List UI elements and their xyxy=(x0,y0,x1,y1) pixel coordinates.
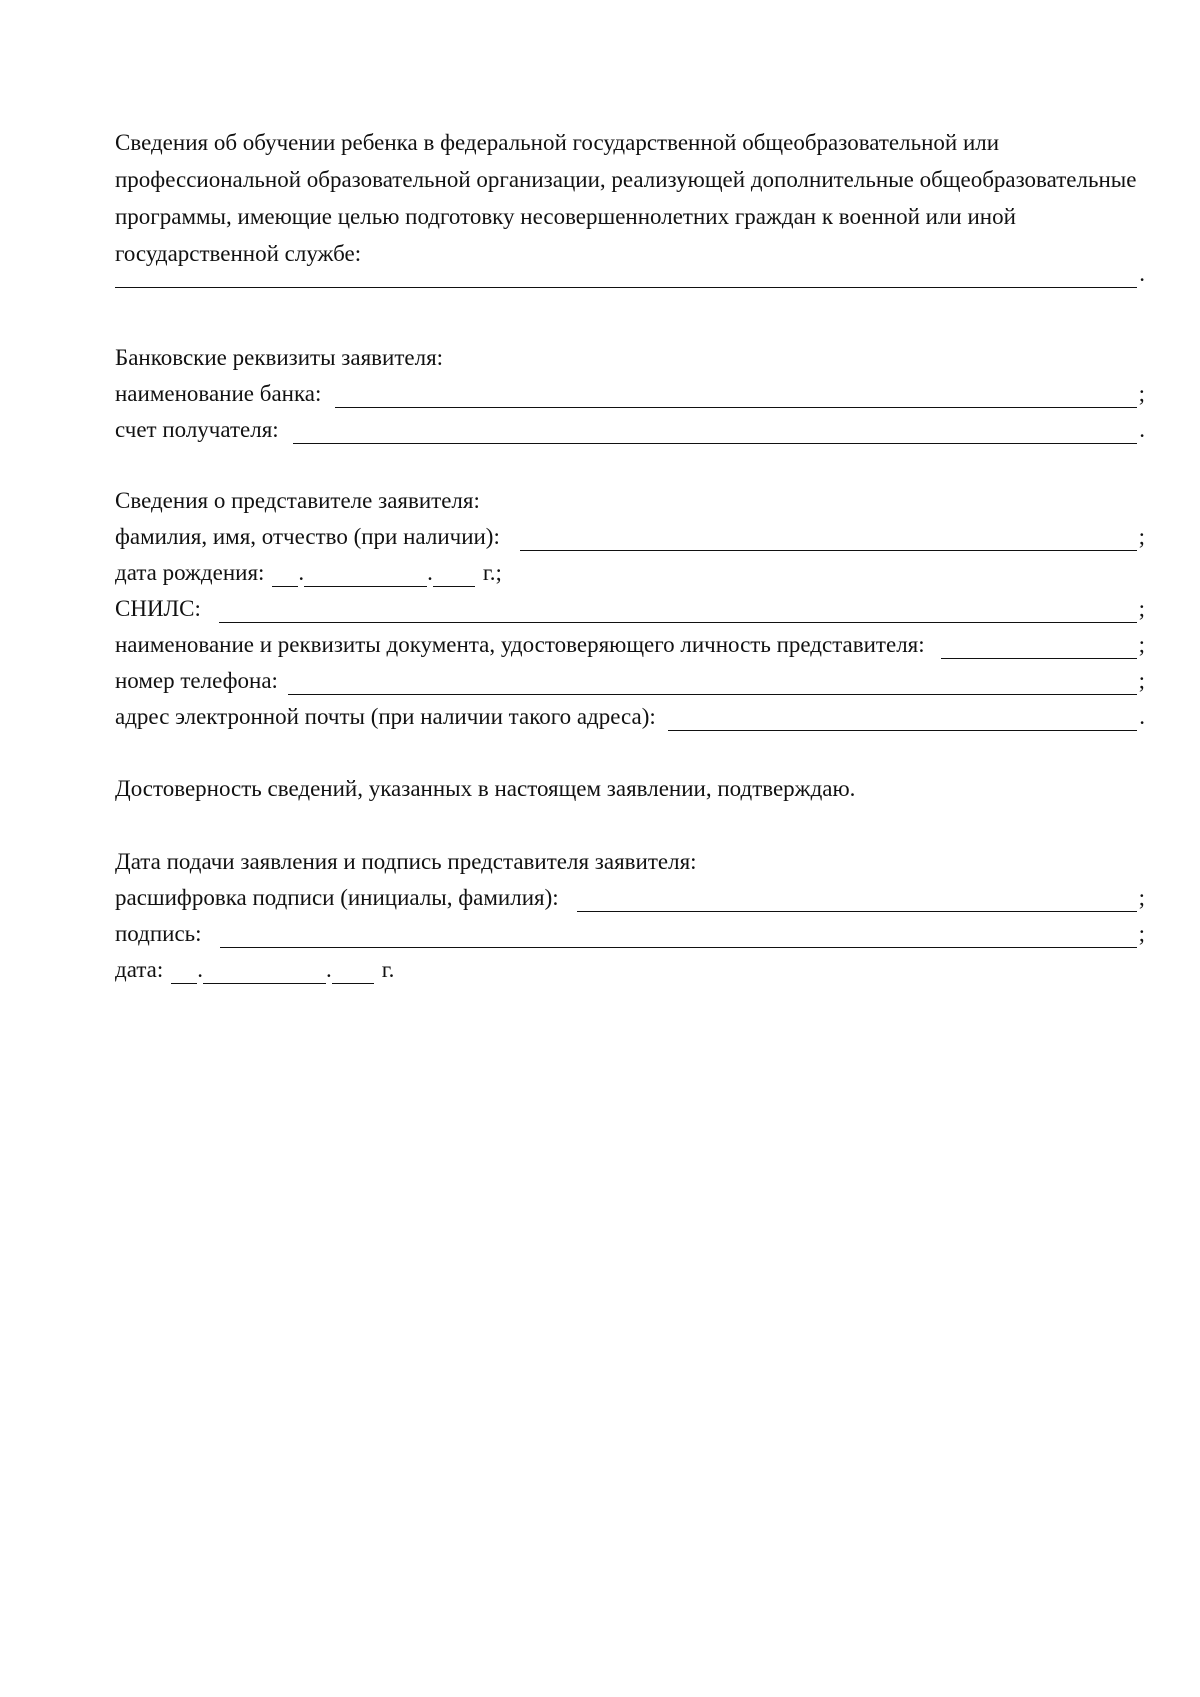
account-line xyxy=(115,413,1145,450)
education-input-line[interactable] xyxy=(115,263,1137,288)
bank-heading: Банковские реквизиты заявителя: xyxy=(115,345,444,370)
fio-line xyxy=(115,520,1145,557)
education-paragraph: Сведения об обучении ребенка в федеральной государственной общеобразовательной или профессиональной образовательной организации, реализующей дополнительные общеобразовательные программы, имеющие целью подготовку несовершеннолетних граждан к военной или иной государственной службе: xyxy=(115,130,1137,266)
fio-field[interactable] xyxy=(520,526,1137,551)
document-label: наименование и реквизиты документа, удостоверяющего личность представителя: xyxy=(115,632,925,657)
fio-label: фамилия, имя, отчество (при наличии): xyxy=(115,524,500,549)
signature-decode-label: расшифровка подписи (инициалы, фамилия): xyxy=(115,885,559,910)
phone-line xyxy=(115,664,1145,701)
signature-decode-punct: ; xyxy=(1138,885,1145,910)
signature-decode-line xyxy=(115,881,1145,918)
signature-year-field[interactable] xyxy=(332,957,374,984)
education-blank-line xyxy=(115,257,1145,294)
account-field[interactable] xyxy=(293,419,1138,444)
birth-year-field[interactable] xyxy=(433,560,475,587)
account-punct: . xyxy=(1139,417,1145,442)
snils-line xyxy=(115,592,1145,629)
snils-punct: ; xyxy=(1138,596,1145,621)
bank-name-line xyxy=(115,377,1145,414)
document-field[interactable] xyxy=(941,634,1137,659)
signature-month-field[interactable] xyxy=(203,957,326,984)
birth-label: дата рождения: xyxy=(115,560,265,585)
phone-field[interactable] xyxy=(288,670,1137,695)
phone-label: номер телефона: xyxy=(115,668,278,693)
bank-name-punct: ; xyxy=(1138,381,1145,406)
representative-heading-line xyxy=(115,484,1145,521)
bank-name-label: наименование банка: xyxy=(115,381,322,406)
signature-date-sep-2: . xyxy=(326,957,332,982)
signature-date-line xyxy=(115,953,394,990)
email-line xyxy=(115,700,1145,737)
representative-heading: Сведения о представителе заявителя: xyxy=(115,488,480,513)
email-label: адрес электронной почты (при наличии такого адреса): xyxy=(115,704,656,729)
signature-date-label: дата: xyxy=(115,957,164,982)
email-punct: . xyxy=(1139,704,1145,729)
fio-punct: ; xyxy=(1138,524,1145,549)
phone-punct: ; xyxy=(1138,668,1145,693)
bank-heading-line xyxy=(115,341,1145,378)
bank-name-field[interactable] xyxy=(335,383,1136,408)
birth-suffix: г.; xyxy=(482,560,502,585)
signature-decode-field[interactable] xyxy=(577,887,1137,912)
confirmation-text: Достоверность сведений, указанных в настоящем заявлении, подтверждаю. xyxy=(115,776,856,801)
birth-sep-2: . xyxy=(427,560,433,585)
signature-sign-label: подпись: xyxy=(115,921,202,946)
birth-sep-1: . xyxy=(298,560,305,585)
confirmation-line xyxy=(115,772,1145,809)
snils-label: СНИЛС: xyxy=(115,596,201,621)
document-punct: ; xyxy=(1138,632,1145,657)
signature-sign-punct: ; xyxy=(1138,921,1145,946)
email-field[interactable] xyxy=(668,706,1137,731)
account-label: счет получателя: xyxy=(115,417,279,442)
birth-day-field[interactable] xyxy=(272,560,298,587)
signature-day-field[interactable] xyxy=(171,957,197,984)
signature-heading-line xyxy=(115,845,1145,882)
signature-sign-line xyxy=(115,917,1145,954)
snils-field[interactable] xyxy=(219,598,1137,623)
education-end-punct: . xyxy=(1139,261,1145,286)
signature-date-sep-1: . xyxy=(197,957,203,982)
signature-heading: Дата подачи заявления и подпись представителя заявителя: xyxy=(115,849,697,874)
birth-month-field[interactable] xyxy=(304,560,427,587)
birth-date-line xyxy=(115,556,502,593)
document-line xyxy=(115,628,1145,665)
signature-sign-field[interactable] xyxy=(220,923,1137,948)
signature-date-suffix: г. xyxy=(381,957,395,982)
